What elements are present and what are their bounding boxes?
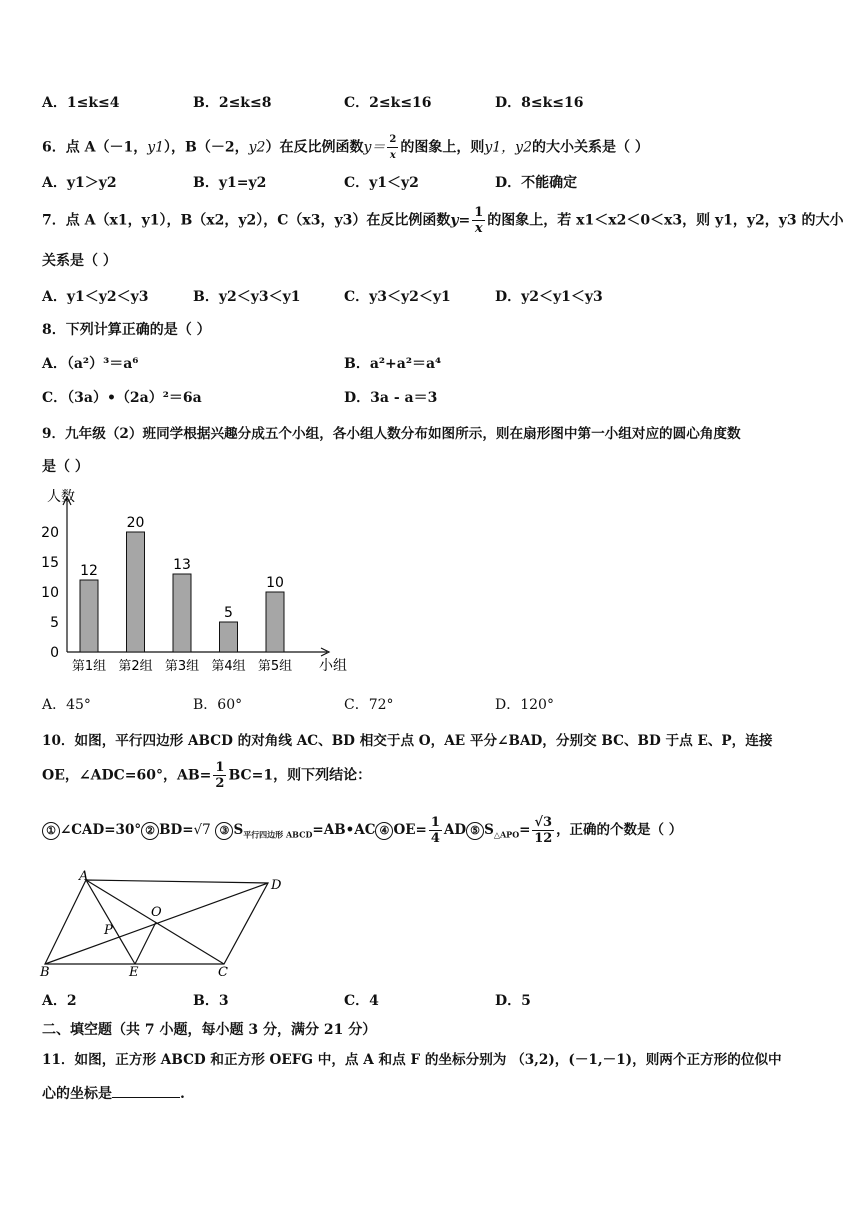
point-e-label: E [129, 965, 139, 978]
q9-option-b: B．60° [193, 697, 243, 713]
parallelogram-figure [35, 868, 295, 978]
q11-stem-line2: 心的坐标是 . [42, 1086, 185, 1102]
q10-option-b: B．3 [193, 993, 229, 1009]
q7-option-d: D．y2＜y1＜y3 [495, 289, 603, 305]
q5-option-b: B．2≤k≤8 [193, 95, 272, 111]
q7-stem-line2: 关系是（ ） [42, 253, 117, 269]
point-b-label: B [40, 965, 50, 978]
y-tick-label: 5 [50, 615, 59, 631]
q6-option-b: B．y1=y2 [193, 175, 267, 191]
bar-data-label: 13 [173, 557, 191, 573]
answer-blank[interactable] [112, 1085, 180, 1098]
q6-option-a: A．y1＞y2 [42, 175, 117, 191]
q10-option-a: A．2 [42, 993, 77, 1009]
q6-option-d: D．不能确定 [495, 175, 578, 191]
q7-option-b: B．y2＜y3＜y1 [193, 289, 301, 305]
y-tick-label: 10 [41, 585, 59, 601]
x-tick-label: 第1组 [71, 659, 107, 674]
q5-option-c: C．2≤k≤16 [344, 95, 432, 111]
point-o-label: O [151, 905, 162, 920]
q8-option-c: C．（3a）•（2a）²＝6a [42, 390, 202, 406]
q7-option-c: C．y3＜y2＜y1 [344, 289, 451, 305]
q7-option-a: A．y1＜y2＜y3 [42, 289, 149, 305]
q10-option-d: D．5 [495, 993, 531, 1009]
point-p-label: P [104, 923, 113, 938]
point-d-label: D [271, 878, 282, 893]
point-c-label: C [218, 965, 228, 978]
x-tick-label: 第4组 [211, 659, 246, 674]
bar-data-label: 10 [266, 575, 284, 591]
y-tick-label: 20 [41, 525, 59, 541]
y-axis-label: 人数 [47, 489, 75, 505]
q9-stem-line2: 是（ ） [42, 459, 89, 475]
q10-stem: 10．如图，平行四边形 ABCD 的对角线 AC、BD 相交于点 O，AE 平分∠BAD，分别交 BC、BD 于点 E、P，连接 [42, 733, 773, 749]
bar [220, 622, 238, 652]
q9-option-d: D．120° [495, 697, 554, 713]
q10-conclusions: ① ∠CAD=30° ② BD=√7 ③ $S_{平行四边形 ABCD}=AB•AC$ ④ OE= $\frac{1}{4}$ AD ⑤ $S_{\triangle APO}=$ $\frac{√3}{12}$ ，正确的个数是（ ） [42, 815, 682, 846]
q6-option-c: C．y1＜y2 [344, 175, 419, 191]
bar [173, 574, 191, 652]
x-axis-label: 小组 [319, 658, 347, 674]
q8-option-a: A．（a²）³＝a⁶ [42, 356, 139, 372]
q9-option-c: C．72° [344, 697, 394, 713]
q5-option-a: A．1≤k≤4 [42, 95, 120, 111]
q10-stem-line2: OE，∠ADC=60°，AB= $\frac{1}{2}$ BC=1，则下列结论： [42, 760, 372, 791]
y-tick-label: 15 [41, 555, 59, 571]
q8-stem: 8．下列计算正确的是（ ） [42, 322, 211, 338]
q7-stem: 7．点 A（x1，y1），B（x2，y2），C（x3，y3）在反比例函数y= $\frac{1}{x}$ 的图象上，若 x1＜x2＜0＜x3，则 y1，y2，y3 的大小 [42, 205, 844, 236]
y-tick-label: 0 [50, 645, 59, 661]
bar-data-label: 12 [80, 563, 98, 579]
q8-option-d: D．3a - a＝3 [344, 390, 438, 406]
q8-option-b: B．a²+a²＝a⁴ [344, 356, 442, 372]
q10-option-c: C．4 [344, 993, 379, 1009]
section2-title: 二、填空题（共 7 小题，每小题 3 分，满分 21 分） [42, 1022, 377, 1038]
bar [266, 592, 284, 652]
bar-data-label: 5 [224, 605, 233, 621]
q6-stem: 6．点 A（－1，y1），B（－2，y2）在反比例函数y＝ $\frac{2}{x}$ 的图象上，则y1，y2的大小关系是（ ） [42, 134, 649, 161]
q9-option-a: A．45° [42, 697, 91, 713]
bar-data-label: 20 [126, 515, 145, 531]
x-tick-label: 第3组 [164, 659, 200, 674]
q9-stem: 9．九年级（2）班同学根据兴趣分成五个小组，各小组人数分布如图所示，则在扇形图中第一小组对应的圆心角度数 [42, 426, 741, 442]
q5-option-d: D．8≤k≤16 [495, 95, 584, 111]
x-tick-label: 第2组 [118, 659, 153, 674]
x-tick-label: 第5组 [257, 659, 293, 674]
bar-chart [35, 485, 355, 680]
bar [80, 580, 98, 652]
q11-stem: 11．如图，正方形 ABCD 和正方形 OEFG 中，点 A 和点 F 的坐标分别为 （3,2)，(－1,－1)，则两个正方形的位似中 [42, 1052, 782, 1068]
point-a-label: A [79, 869, 89, 884]
bar [127, 532, 145, 652]
